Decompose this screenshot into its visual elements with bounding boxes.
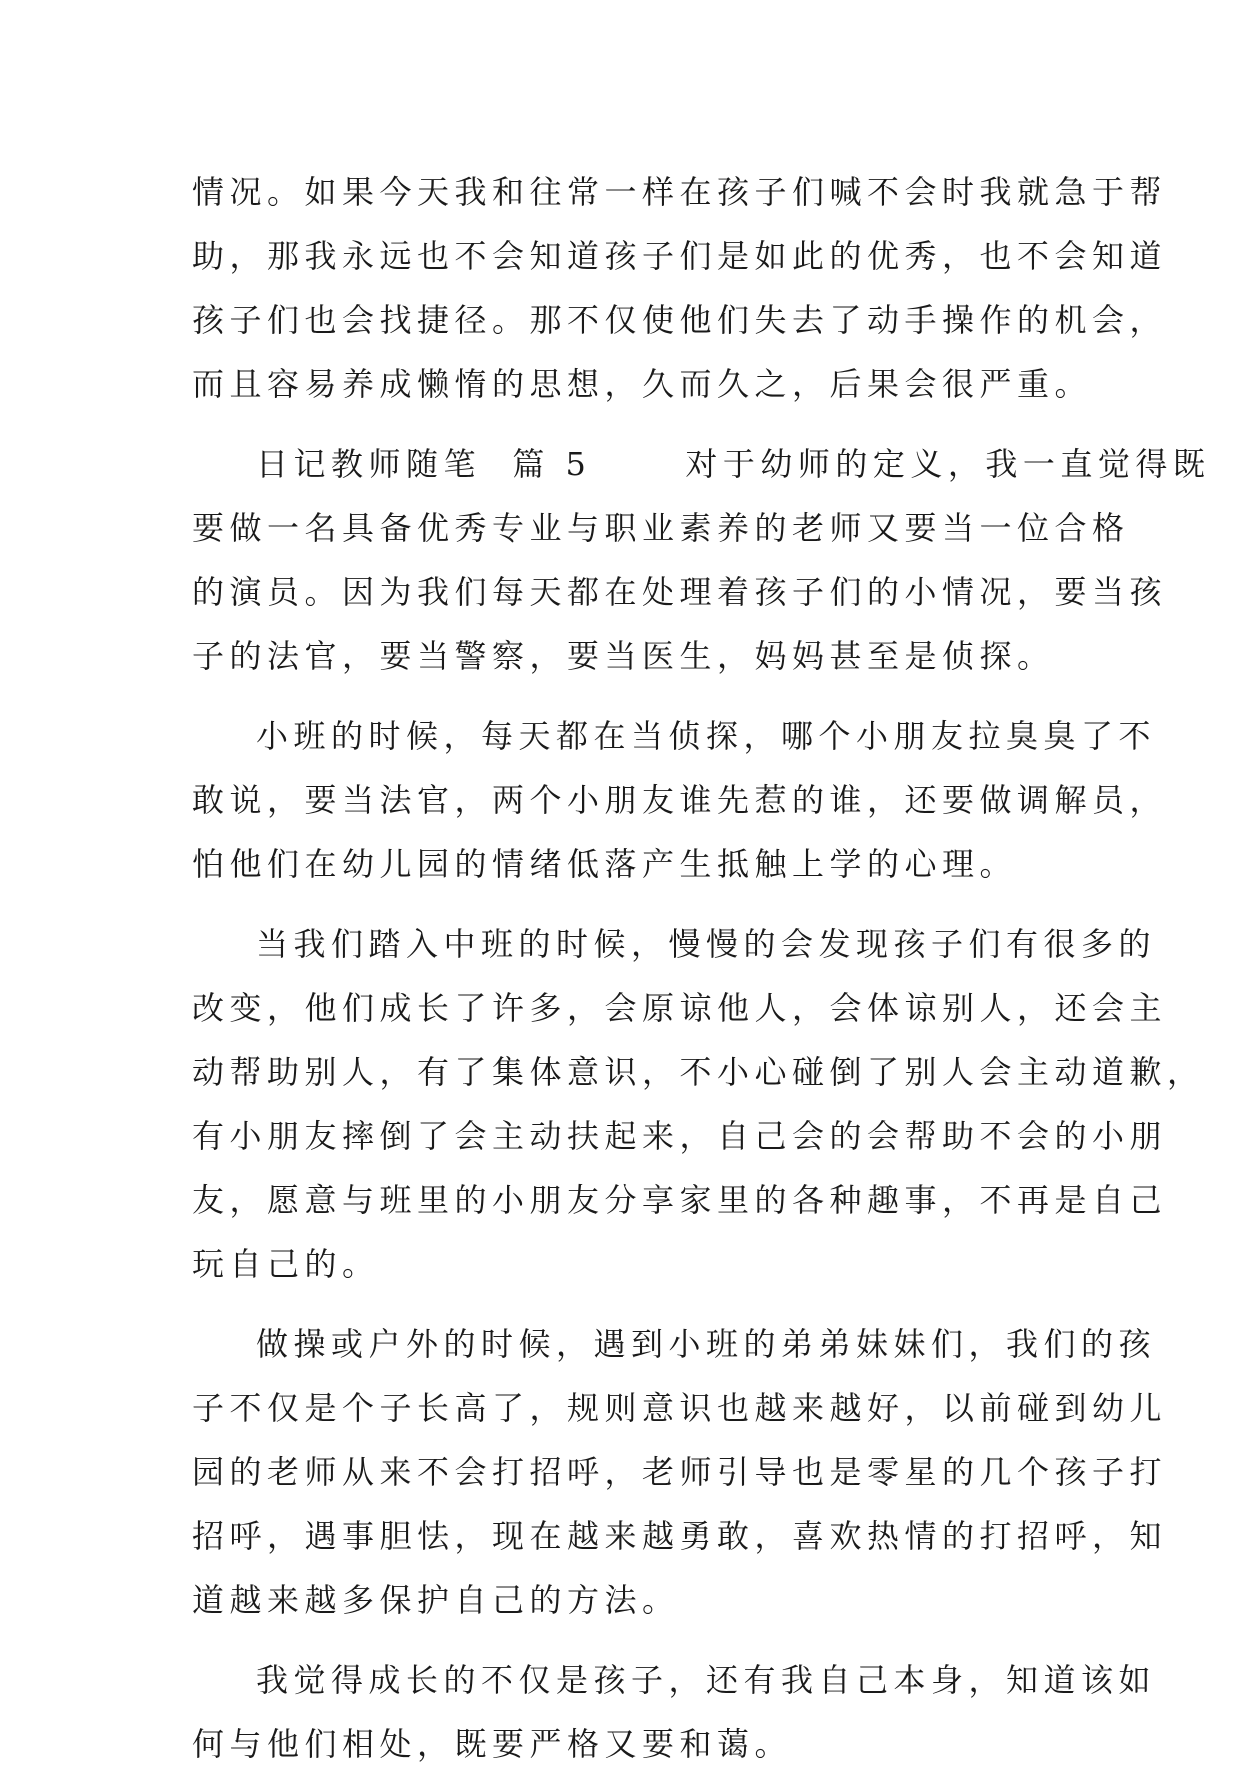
paragraph-gap [192,688,1052,704]
paragraph [192,1312,1168,1632]
text-line: 的演员。因为我们每天都在处理着孩子们的小情况，要当孩 [192,573,1168,611]
paragraph-gap [192,896,1052,912]
paragraph [192,704,1168,896]
paragraph [192,160,1168,416]
text-line: 孩子们也会找捷径。那不仅使他们失去了动手操作的机会， [192,301,1168,339]
text-line: 何与他们相处，既要严格又要和蔼。 [192,1725,793,1763]
text-line: 动帮助别人，有了集体意识，不小心碰倒了别人会主动道歉， [192,1053,1205,1091]
text-line: 子的法官，要当警察，要当医生，妈妈甚至是侦探。 [192,637,1055,675]
text-line: 改变，他们成长了许多，会原谅他人，会体谅别人，还会主 [192,989,1168,1027]
text-line: 日记教师随笔 篇 5 对于幼师的定义，我一直觉得既 [256,445,1211,483]
text-line: 我觉得成长的不仅是孩子，还有我自己本身，知道该如 [256,1661,1157,1699]
paragraph-gap [192,1632,1052,1648]
document-body [192,160,1211,1776]
text-line: 招呼，遇事胆怯，现在越来越勇敢，喜欢热情的打招呼，知 [192,1517,1168,1555]
paragraph [192,1648,1157,1776]
text-line: 要做一名具备优秀专业与职业素养的老师又要当一位合格 [192,509,1130,547]
paragraph [192,912,1205,1296]
paragraph [192,432,1211,688]
text-line: 助，那我永远也不会知道孩子们是如此的优秀，也不会知道 [192,237,1168,275]
paragraph-gap [192,1296,1052,1312]
text-line: 情况。如果今天我和往常一样在孩子们喊不会时我就急于帮 [192,173,1168,211]
text-line: 当我们踏入中班的时候，慢慢的会发现孩子们有很多的 [256,925,1157,963]
text-line: 有小朋友摔倒了会主动扶起来，自己会的会帮助不会的小朋 [192,1117,1168,1155]
text-line: 敢说，要当法官，两个小朋友谁先惹的谁，还要做调解员， [192,781,1168,819]
text-line: 子不仅是个子长高了，规则意识也越来越好，以前碰到幼儿 [192,1389,1168,1427]
text-line: 园的老师从来不会打招呼，老师引导也是零星的几个孩子打 [192,1453,1168,1491]
text-line: 友，愿意与班里的小朋友分享家里的各种趣事，不再是自己 [192,1181,1168,1219]
text-line: 做操或户外的时候，遇到小班的弟弟妹妹们，我们的孩 [256,1325,1157,1363]
text-line: 道越来越多保护自己的方法。 [192,1581,680,1619]
text-line: 小班的时候，每天都在当侦探，哪个小朋友拉臭臭了不 [256,717,1157,755]
text-line: 而且容易养成懒惰的思想，久而久之，后果会很严重。 [192,365,1093,403]
text-line: 玩自己的。 [192,1245,380,1283]
paragraph-gap [192,416,1052,432]
text-line: 怕他们在幼儿园的情绪低落产生抵触上学的心理。 [192,845,1018,883]
